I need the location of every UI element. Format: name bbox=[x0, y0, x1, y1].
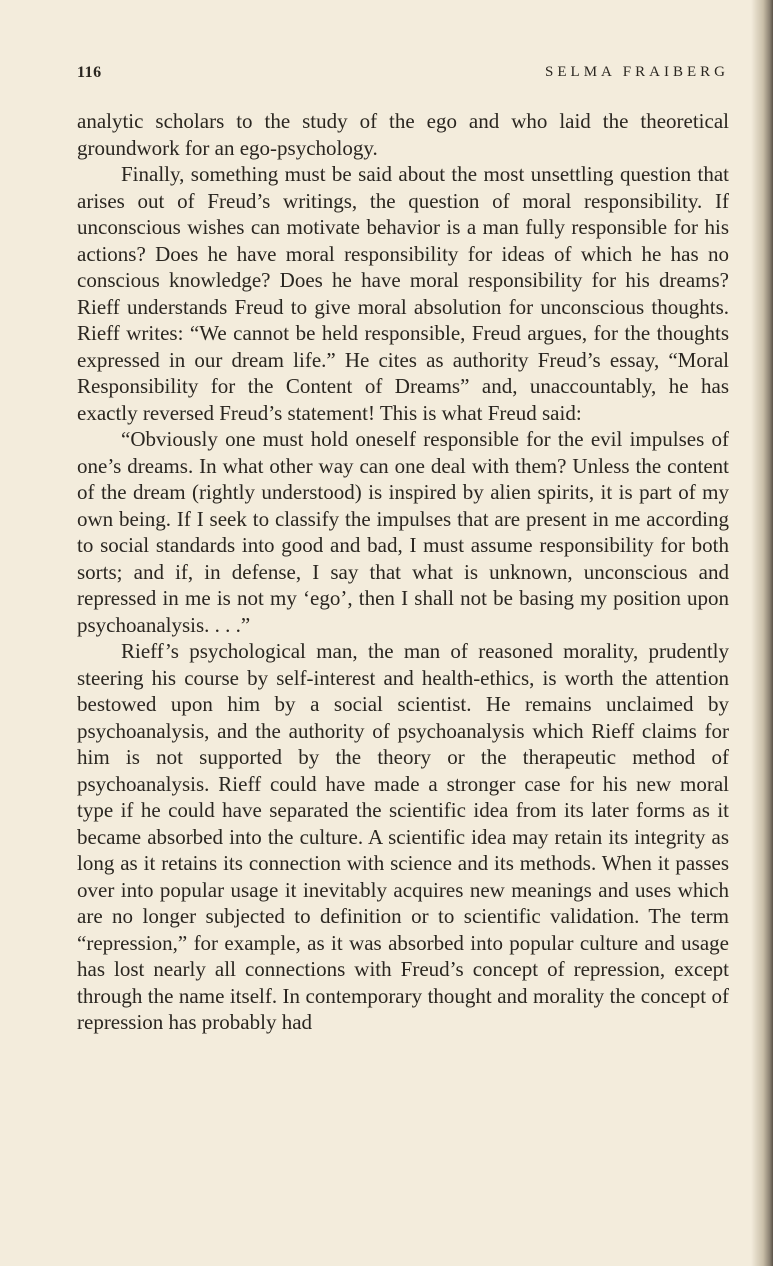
page-edge-shadow bbox=[751, 0, 773, 1266]
page-number: 116 bbox=[77, 64, 102, 81]
paragraph-moral-responsibility: Finally, something must be said about the most unsettling question that arises out of Freud’s writings, the question of moral responsibility. If unconscious wishes can motivate behavior is a man fully responsible for his actions? Does he have moral responsibility for ideas of which he has no conscious knowledge? Does he have moral responsibility for his dreams? Rieff understands Freud to give moral absolution for unconscious thoughts. Rieff writes: “We cannot be held responsible, Freud argues, for the thoughts expressed in our dream life.” He cites as authority Freud’s essay, “Moral Responsibility for the Content of Dreams” and, unaccountably, he has exactly reversed Freud’s statement! This is what Freud said: bbox=[77, 162, 729, 425]
running-head bbox=[77, 64, 729, 88]
body-text bbox=[77, 108, 729, 1036]
running-head-author: SELMA FRAIBERG bbox=[545, 64, 729, 80]
paragraph-psychological-man: Rieff’s psychological man, the man of reasoned morality, prudently steering his course by self-interest and health-ethics, is worth the attention bestowed upon him by a social scientist. He remains unclaimed by psychoanalysis, and the authority of psychoanalysis which Rieff claims for him is not supported by the theory or the therapeutic method of psychoanalysis. Rieff could have made a stronger case for his new moral type if he could have separated the scientific idea from its later forms as it became absorbed into the culture. A scientific idea may retain its integrity as long as it retains its connection with science and its methods. When it passes over into popular usage it inevitably acquires new meanings and uses which are no longer subjected to definition or to scientific validation. The term “repression,” for example, as it was absorbed into popular culture and usage has lost nearly all connections with Freud’s concept of repression, except through the name itself. In contemporary thought and morality the concept of repression has probably had bbox=[77, 639, 729, 1034]
paragraph-continuation: analytic scholars to the study of the ego and who laid the theoretical groundwork for an ego-psychology. bbox=[77, 109, 729, 160]
paragraph-freud-quote: “Obviously one must hold oneself responsible for the evil impulses of one’s dreams. In what other way can one deal with them? Unless the content of the dream (rightly understood) is inspired by alien spirits, it is part of my own being. If I seek to classify the impulses that are present in me according to social standards into good and bad, I must assume responsibility for both sorts; and if, in defense, I say that what is unknown, unconscious and repressed in me is not my ‘ego’, then I shall not be basing my position upon psychoanalysis. . . .” bbox=[77, 427, 729, 637]
